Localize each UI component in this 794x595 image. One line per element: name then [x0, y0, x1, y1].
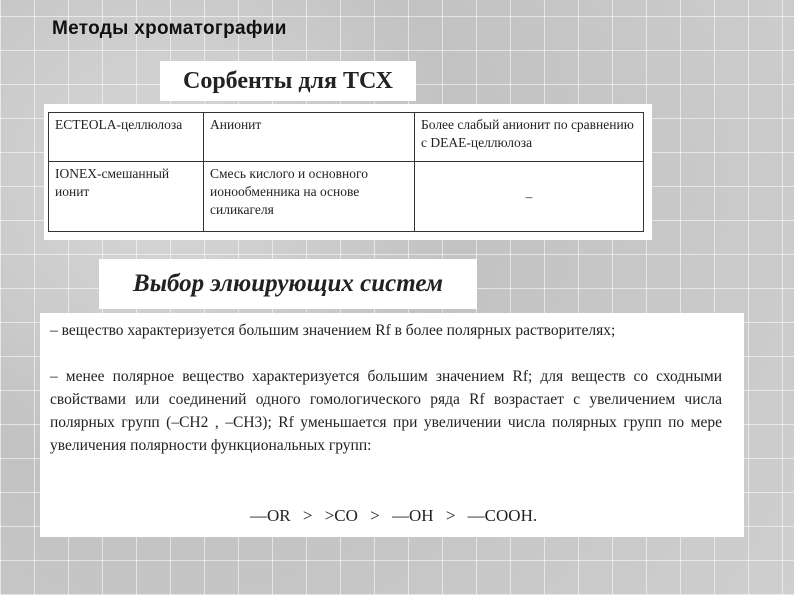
- table-row: [49, 113, 644, 162]
- table-row: [49, 162, 644, 232]
- paragraph-polar-solvents: – вещество характеризуется большим значением Rf в более полярных растворителях;: [50, 322, 616, 339]
- eluents-text-panel: [40, 313, 744, 537]
- formula-operator: >: [302, 506, 313, 525]
- table-cell-note: Более слабый анионит по сравнению с DEAE-целлюлоза: [415, 113, 644, 162]
- formula-operator: >: [370, 506, 380, 525]
- table-cell-name: ECTEOLA-целлюлоза: [49, 113, 204, 162]
- sorbents-table: [48, 112, 644, 232]
- table-cell-type: Анионит: [204, 113, 415, 162]
- formula-term: —OH: [392, 506, 434, 525]
- eluents-heading: Выбор элюирующих систем: [99, 259, 477, 309]
- slide-title: Методы хроматографии: [52, 18, 287, 39]
- formula-term: —COOH.: [467, 506, 538, 525]
- table-cell-type: Смесь кислого и основного ионообменника на основе силикагеля: [204, 162, 415, 232]
- formula-operator: >: [445, 506, 456, 525]
- sorbents-table-panel: [44, 104, 652, 240]
- formula-term: —OR: [250, 506, 291, 525]
- sorbents-heading: Сорбенты для ТСХ: [160, 61, 416, 101]
- paragraph-polar-groups: – менее полярное вещество характеризуется большим значением Rf; для веществ со сходными свойствами или соединений одного гомологического ряда Rf возрастает с увеличением числа полярных групп (–CH2 , –CH3); Rf уменьшается при увеличении числа полярных групп по мере увеличения полярности функциональных групп:: [50, 368, 722, 454]
- table-cell-note: –: [415, 162, 644, 232]
- polarity-formula: [250, 506, 545, 526]
- table-cell-name: IONEX-смешанный ионит: [49, 162, 204, 232]
- formula-term: >CO: [324, 506, 358, 525]
